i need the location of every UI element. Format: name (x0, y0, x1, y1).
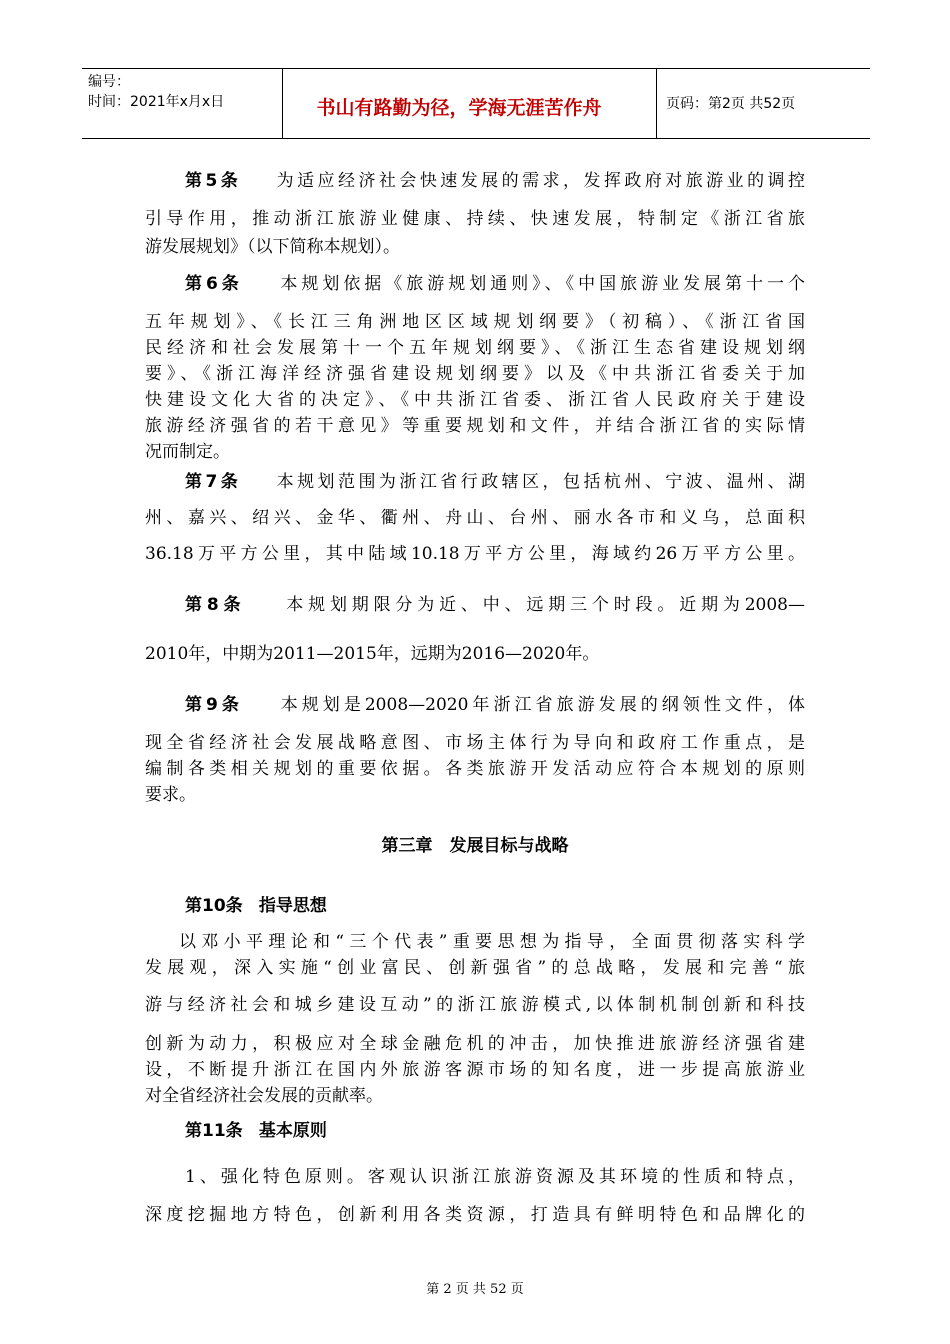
article-text-line: 五年规划》、《长江三角洲地区区域规划纲要》（初稿）、《浙江省国 (145, 312, 805, 332)
code-label: 编号： (88, 74, 130, 90)
article-text-line: 州、嘉兴、绍兴、金华、衢州、舟山、台州、丽水各市和义乌，总面积 (145, 508, 805, 528)
page-header (82, 68, 870, 139)
article-text-line: 以邓小平理论和“三个代表”重要思想为指导，全面贯彻落实科学 (179, 932, 805, 952)
header-motto: 书山有路勤为径，学海无涯苦作舟 (316, 97, 602, 119)
article-label: 第11条 (185, 1121, 243, 1141)
article-label: 第5条 (185, 171, 242, 191)
article-text-line: 本规划范围为浙江省行政辖区，包括杭州、宁波、温州、湖 (276, 472, 805, 492)
article-7 (145, 469, 805, 564)
chapter-title: 第三章 发展目标与战略 (381, 836, 569, 856)
article-text-line: 本规划期限分为近、中、远期三个时段。近期为2008— (286, 595, 805, 615)
article-text-line: 要求。 (145, 785, 196, 805)
article-text-line: 对全省经济社会发展的贡献率。 (145, 1086, 383, 1106)
header-divider (656, 69, 657, 138)
article-5 (145, 168, 805, 257)
article-label: 第10条 (185, 896, 243, 916)
article-text-line: 编制各类相关规划的重要依据。各类旅游开发活动应符合本规划的原则 (145, 759, 805, 779)
article-8 (145, 592, 805, 664)
article-text-line: 引导作用，推动浙江旅游业健康、持续、快速发展，特制定《浙江省旅 (145, 209, 805, 229)
article-text-line: 旅游经济强省的若干意见》等重要规划和文件，并结合浙江省的实际情 (145, 416, 805, 436)
article-text-line: 设，不断提升浙江在国内外旅游客源市场的知名度，进一步提高旅游业 (145, 1060, 805, 1080)
article-6 (145, 271, 805, 462)
article-9 (145, 692, 805, 805)
article-text-line: 2010年，中期为2011—2015年，远期为2016—2020年。 (145, 644, 600, 664)
article-text-line: 况而制定。 (145, 442, 230, 462)
header-meta (88, 72, 224, 112)
header-page-number: 页码：第2页 共52页 (666, 96, 796, 112)
article-text-line: 36.18万平方公里，其中陆域10.18万平方公里，海域约26万平方公里。 (145, 544, 805, 564)
article-title: 指导思想 (258, 896, 327, 916)
article-text-line: 创新为动力，积极应对全球金融危机的冲击，加快推进旅游经济强省建 (145, 1034, 805, 1054)
article-10 (145, 893, 805, 1106)
article-text-line: 1、强化特色原则。客观认识浙江旅游资源及其环境的性质和特点， (185, 1167, 805, 1187)
date-label: 时间：2021年x月x日 (88, 94, 225, 110)
article-title: 基本原则 (258, 1121, 327, 1141)
article-text-line: 发展观，深入实施“创业富民、创新强省”的总战略，发展和完善“旅 (145, 958, 805, 978)
article-label: 第8条 (185, 595, 246, 615)
article-label: 第7条 (185, 472, 242, 492)
article-text-line: 游与经济社会和城乡建设互动”的浙江旅游模式,以体制机制创新和科技 (145, 995, 805, 1015)
article-text-line: 快建设文化大省的决定》、《中共浙江省委、浙江省人民政府关于建设 (145, 390, 805, 410)
article-text-line: 民经济和社会发展第十一个五年规划纲要》、《浙江生态省建设规划纲 (145, 338, 805, 358)
article-text-line: 深度挖掘地方特色，创新利用各类资源，打造具有鲜明特色和品牌化的 (145, 1205, 805, 1225)
article-label: 第6条 (185, 274, 243, 294)
article-text-line: 要》、《浙江海洋经济强省建设规划纲要》以及《中共浙江省委关于加 (145, 364, 805, 384)
page-footer: 第 2 页 共 52 页 (426, 1282, 524, 1297)
article-text-line: 本规划是2008—2020年浙江省旅游发展的纲领性文件，体 (280, 695, 805, 715)
article-text-line: 本规划依据《旅游规划通则》、《中国旅游业发展第十一个 (280, 274, 805, 294)
article-text-line: 现全省经济社会发展战略意图、市场主体行为导向和政府工作重点，是 (145, 733, 805, 753)
article-11 (145, 1118, 805, 1225)
article-text-line: 游发展规划》（以下简称本规划）。 (145, 237, 400, 257)
article-label: 第9条 (185, 695, 243, 715)
article-text-line: 为适应经济社会快速发展的需求，发挥政府对旅游业的调控 (276, 171, 805, 191)
